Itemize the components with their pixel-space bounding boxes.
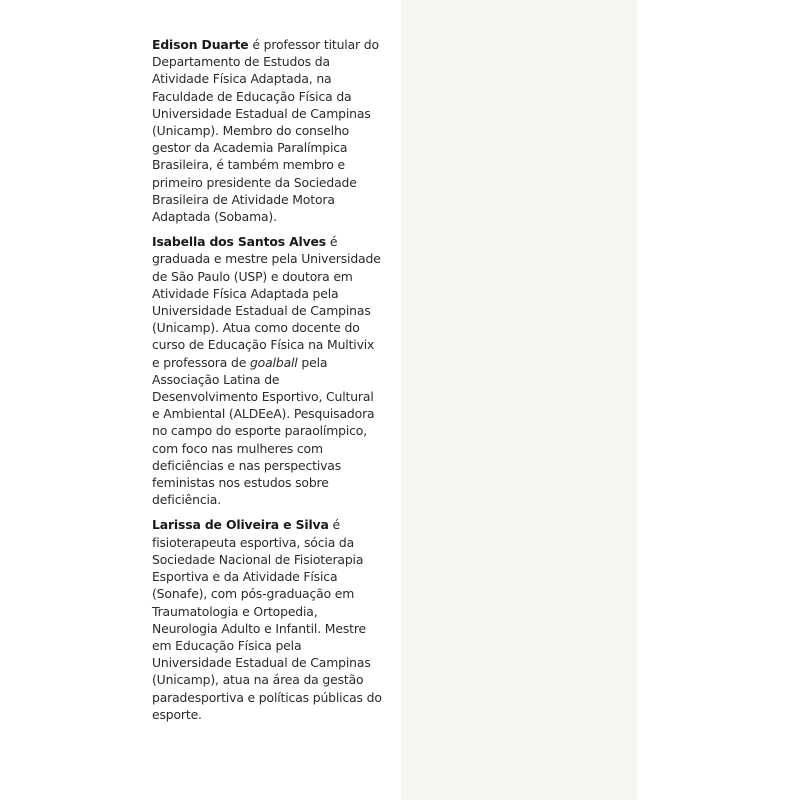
- author-bio: [152, 233, 382, 508]
- author-name: Edison Duarte: [152, 37, 249, 52]
- author-bio: [152, 36, 382, 225]
- author-bio-text: é graduada e mestre pela Universidade de São Paulo (USP) e doutora em Atividade Física Adaptada pela Universidade Estadual de Campinas (Unicamp). Atua como docente do curso de Educação Física na Multivix e professora de: [152, 234, 381, 370]
- author-bio-text: pela Associação Latina de Desenvolvimento Esportivo, Cultural e Ambiental (ALDEeA). Pesquisadora no campo do esporte paraolímpico, com foco nas mulheres com deficiências e nas perspectivas feministas nos estudos sobre deficiência.: [152, 354, 375, 508]
- author-bio-text: é fisioterapeuta esportiva, sócia da Sociedade Nacional de Fisioterapia Esportiva e da Atividade Física (Sonafe), com pós-graduação em Traumatologia e Ortopedia, Neurologia Adulto e Infantil. Mestre em Educação Física pela Universidade Estadual de Campinas (Unicamp), atua na área da gestão paradesportiva e políticas públicas do esporte.: [152, 517, 382, 722]
- author-bio-text: é professor titular do Departamento de Estudos da Atividade Física Adaptada, na Faculdade de Educação Física da Universidade Estadual de Campinas (Unicamp). Membro do conselho gestor da Academia Paralímpica Brasileira, é também membro e primeiro presidente da Sociedade Brasileira de Atividade Motora Adaptada (Sobama).: [152, 37, 379, 225]
- author-name: Isabella dos Santos Alves: [152, 234, 327, 250]
- author-bio: [152, 516, 382, 722]
- author-bio-italic: goalball: [249, 354, 298, 370]
- cream-inner-panel: [401, 0, 637, 800]
- author-name: Larissa de Oliveira e Silva: [152, 517, 329, 533]
- right-margin: [637, 0, 800, 800]
- author-bios: [152, 36, 382, 731]
